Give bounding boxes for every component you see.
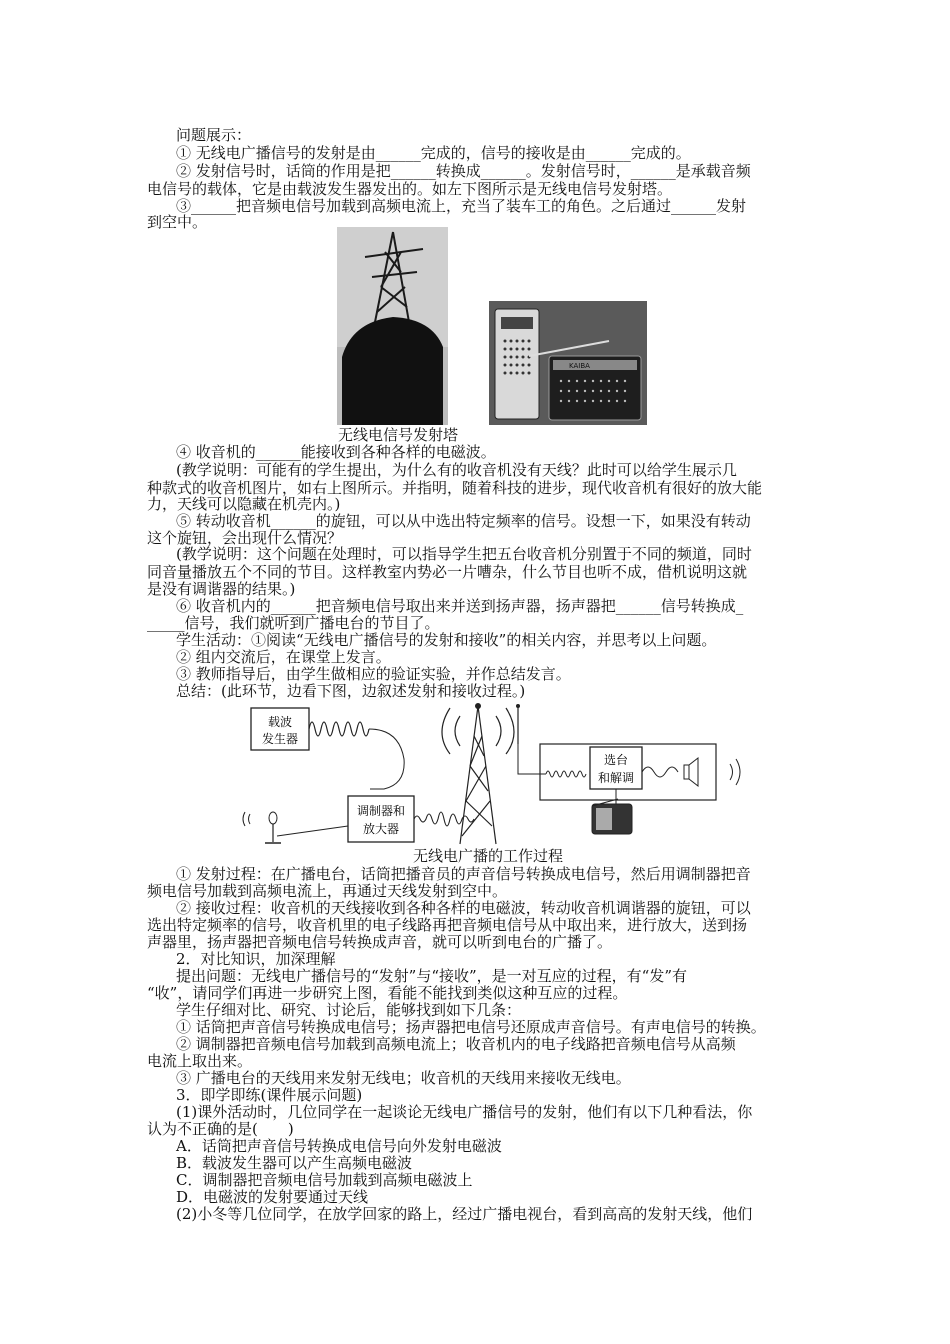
text-line: 2．对比知识，加深理解 [176,950,336,968]
text-line: 总结：(此环节，边看下图，边叙述发射和接收过程。) [176,682,526,700]
tuner-label-1: 选台 [603,753,629,767]
text-line: 提出问题：无线电广播信号的“发射”与“接收”，是一对互应的过程，有“发”有 [176,967,688,985]
radio-tower-photo [337,227,448,425]
transmitter-tower-icon [442,706,514,844]
option-b: B．载波发生器可以产生高频电磁波 [176,1154,413,1172]
text-line: (2)小冬等几位同学，在放学回家的路上，经过广播电视台，看到高高的发射天线，他们 [176,1205,753,1223]
text-line: 学生活动：①阅读“无线电广播信号的发射和接收”的相关内容，并思考以上问题。 [176,631,717,649]
text-line: “收”，请同学们再进一步研究上图，看能不能找到类似这种互应的过程。 [147,984,628,1002]
text-line: 这个旋钮，会出现什么情况？ [147,529,343,547]
text-line: ② 组内交流后，在课堂上发言。 [176,648,391,666]
text-line: 同音量播放五个不同的节目。这样教室内势必一片嘈杂，什么节目也听不成，借机说明这就 [147,563,748,581]
text-line: ① 发射过程：在广播电台，话筒把播音员的声音信号转换成电信号，然后用调制器把音 [176,865,751,883]
text-line: ⑥ 收音机内的______把音频电信号取出来并送到扬声器，扬声器把______信号转换成_ [176,597,744,615]
text-line: ② 调制器把音频电信号加载到高频电流上；收音机内的电子线路把音频电信号从高频 [176,1035,736,1053]
microphone-icon [243,812,348,843]
text-line: 问题展示： [176,126,252,144]
text-line: 学生仔细对比、研究、讨论后，能够找到如下几条： [176,1001,522,1019]
tuner-label-2: 和解调 [597,771,635,785]
text-line: 电信号的载体，它是由载波发生器发出的。如左下图所示是无线电信号发射塔。 [147,180,673,198]
text-line: ④ 收音机的______能接收到各种各样的电磁波。 [176,443,496,461]
text-line: 电流上取出来。 [147,1052,253,1070]
option-d: D．电磁波的发射要通过天线 [176,1188,369,1206]
text-line: ⑤ 转动收音机______的旋钮，可以从中选出特定频率的信号。设想一下，如果没有转动 [176,512,751,530]
carrier-label-2: 发生器 [261,732,299,746]
text-line: _____信号，我们就听到广播电台的节目了。 [147,614,440,632]
radio-icon [592,799,632,834]
portable-radio-photo [489,301,647,425]
text-line: 选出特定频率的信号，收音机里的电子线路再把音频电信号从中取出来，进行放大，送到扬 [147,916,748,934]
text-line: ② 接收过程：收音机的天线接收到各种各样的电磁波，转动收音机调谐器的旋钮，可以 [176,899,751,917]
figure-caption: 无线电信号发射塔 [338,426,459,444]
text-line: 3．即学即练(课件展示问题) [176,1086,363,1104]
text-line: ② 发射信号时，话筒的作用是把______转换成______。发射信号时，______是承载音频 [176,162,751,180]
text-line: 种款式的收音机图片，如右上图所示。并指明，随着科技的进步，现代收音机有很好的放大能 [147,479,763,497]
text-line: ③ 教师指导后，由学生做相应的验证实验，并作总结发言。 [176,665,571,683]
modulator-label-1: 调制器和 [356,804,406,818]
radio-brand-label: KAIBA [569,362,590,370]
text-line: 是没有调谐器的结果。) [147,580,296,598]
text-line: 频电信号加载到高频电流上，再通过天线发射到空中。 [147,882,508,900]
option-a: A．话筒把声音信号转换成电信号向外发射电磁波 [176,1137,502,1155]
text-line: 认为不正确的是( ) [147,1120,294,1138]
text-line: (1)课外活动时，几位同学在一起谈论无线电广播信号的发射，他们有以下几种看法，你 [176,1103,753,1121]
text-line: ① 话筒把声音信号转换成电信号；扬声器把电信号还原成声音信号。有声电信号的转换。 [176,1018,766,1036]
text-line: (教学说明：可能有的学生提出，为什么有的收音机没有天线？此时可以给学生展示几 [176,461,737,479]
modulator-label-2: 放大器 [362,822,400,836]
option-c: C．调制器把音频电信号加载到高频电磁波上 [176,1171,473,1189]
diagram-caption: 无线电广播的工作过程 [413,847,564,865]
text-line: ③______把音频电信号加载到高频电流上，充当了装车工的角色。之后通过______发射 [176,197,747,215]
carrier-label-1: 载波 [267,715,293,729]
text-line: 力，天线可以隐藏在机壳内。) [147,495,341,513]
text-line: ① 无线电广播信号的发射是由______完成的，信号的接收是由______完成的。 [176,144,691,162]
text-line: 到空中。 [147,213,208,231]
text-line: (教学说明：这个问题在处理时，可以指导学生把五台收音机分别置于不同的频道，同时 [176,545,752,563]
text-line: ③ 广播电台的天线用来发射无线电；收音机的天线用来接收无线电。 [176,1069,631,1087]
broadcast-diagram [238,696,778,846]
text-line: 声器里，扬声器把音频电信号转换成声音，就可以听到电台的广播了。 [147,933,613,951]
